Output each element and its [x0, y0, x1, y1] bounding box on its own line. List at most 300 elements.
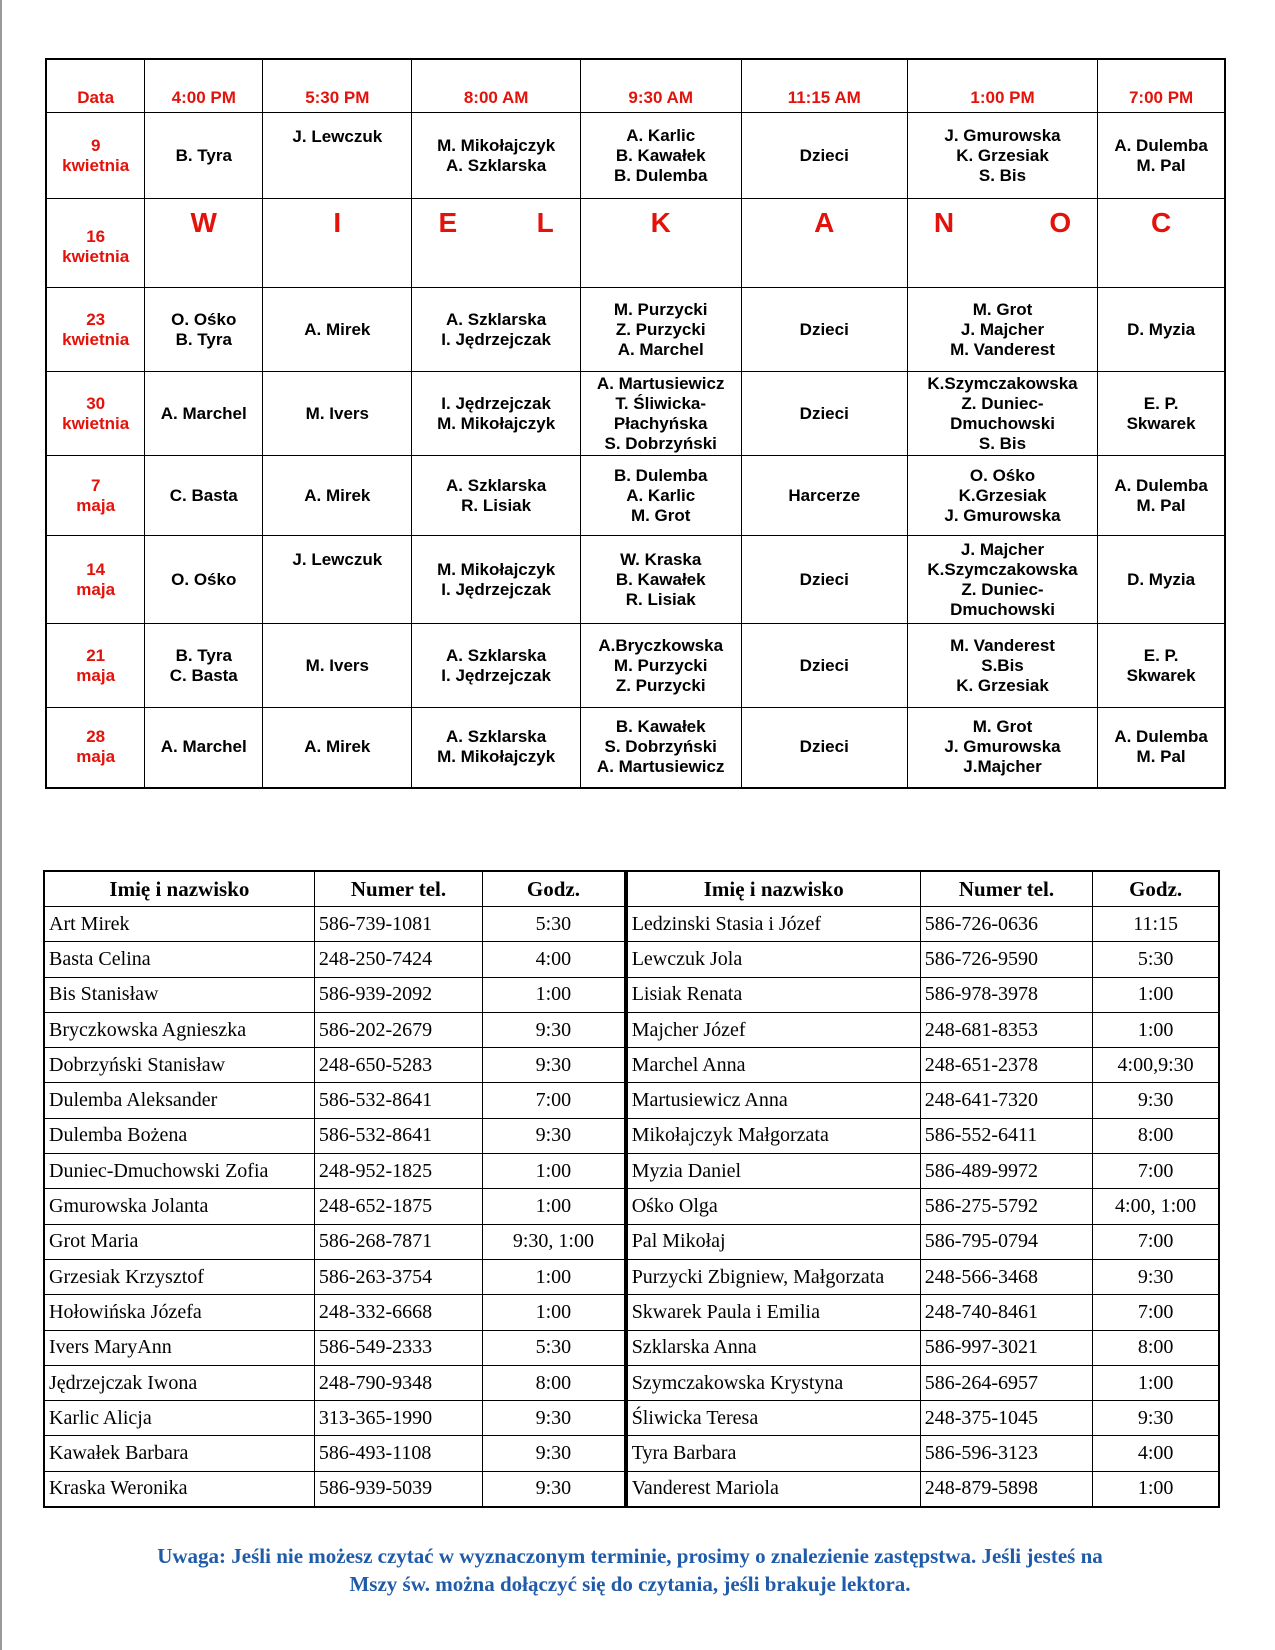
contact-row — [44, 1436, 1219, 1471]
reader-name: J. Majcher — [960, 319, 1045, 339]
reader-cell — [1098, 536, 1225, 624]
reading-schedule-table — [45, 58, 1226, 789]
contact-phone: 248-332-6668 — [314, 1295, 482, 1330]
contact-name: Hołowińska Józefa — [44, 1295, 314, 1330]
reader-name: Dzieci — [799, 403, 849, 423]
contact-hour: 7:00 — [1093, 1224, 1219, 1259]
reader-cell — [580, 288, 741, 372]
contact-name: Purzycki Zbigniew, Małgorzata — [626, 1259, 921, 1294]
reader-cell — [907, 456, 1097, 536]
contact-hour: 9:30 — [483, 1436, 626, 1471]
contact-name: Dobrzyński Stanisław — [44, 1048, 314, 1083]
reader-name: B. Dulemba — [613, 465, 708, 485]
contact-phone: 586-939-5039 — [314, 1471, 482, 1507]
contact-row — [44, 1330, 1219, 1365]
schedule-row — [46, 372, 1225, 456]
date-day: 9 — [90, 135, 101, 155]
contact-row — [44, 1295, 1219, 1330]
contact-hour: 8:00 — [1093, 1330, 1219, 1365]
contact-phone: 248-651-2378 — [920, 1048, 1093, 1083]
hour-header: Godz. — [483, 871, 626, 907]
contact-phone: 586-493-1108 — [314, 1436, 482, 1471]
reader-name: Z. Duniec- — [961, 393, 1044, 413]
contact-phone: 586-268-7871 — [314, 1224, 482, 1259]
contact-hour: 9:30 — [483, 1048, 626, 1083]
reader-name: T. Śliwicka- — [615, 393, 707, 413]
contact-hour: 4:00 — [483, 942, 626, 977]
contact-phone: 586-726-0636 — [920, 907, 1093, 942]
date-cell — [46, 288, 145, 372]
reader-cell — [412, 372, 580, 456]
reader-name: B. Kawałek — [615, 145, 706, 165]
contacts-header-row — [44, 871, 1219, 907]
contact-hour: 1:00 — [483, 1189, 626, 1224]
contact-name: Śliwicka Teresa — [626, 1401, 921, 1436]
contact-name: Ośko Olga — [626, 1189, 921, 1224]
contact-name: Dulemba Bożena — [44, 1118, 314, 1153]
contact-row — [44, 1048, 1219, 1083]
schedule-row — [46, 456, 1225, 536]
reader-cell — [741, 372, 907, 456]
reader-name: M. Purzycki — [613, 655, 708, 675]
contact-name: Myzia Daniel — [626, 1154, 921, 1189]
reader-name: M. Ivers — [305, 655, 369, 675]
reader-name: R. Lisiak — [461, 495, 532, 515]
contact-name: Martusiewicz Anna — [626, 1083, 921, 1118]
phone-header: Numer tel. — [920, 871, 1093, 907]
reader-cell — [263, 708, 412, 788]
schedule-row — [46, 199, 1225, 288]
reader-cell — [907, 624, 1097, 708]
contact-hour: 1:00 — [483, 1154, 626, 1189]
reader-name: J. Majcher — [960, 539, 1045, 559]
reader-name: R. Lisiak — [625, 589, 696, 609]
reader-name: A.Bryczkowska — [598, 635, 724, 655]
reader-name: M. Purzycki — [613, 299, 708, 319]
contact-phone: 586-552-6411 — [920, 1118, 1093, 1153]
contact-hour: 9:30, 1:00 — [483, 1224, 626, 1259]
reader-name: A. Marchel — [160, 403, 247, 423]
contact-hour: 9:30 — [1093, 1401, 1219, 1436]
reader-name: S. Bis — [978, 165, 1027, 185]
date-month: kwietnia — [62, 247, 130, 266]
contact-hour: 7:00 — [1093, 1295, 1219, 1330]
reader-name: O. Ośko — [171, 309, 237, 329]
contact-row — [44, 1471, 1219, 1507]
reader-name: M. Grot — [972, 717, 1033, 737]
schedule-row — [46, 708, 1225, 788]
reader-name: A. Szklarska — [446, 309, 547, 329]
reader-name: I. Jędrzejczak — [441, 579, 551, 599]
contact-name: Szklarska Anna — [626, 1330, 921, 1365]
contact-phone: 248-652-1875 — [314, 1189, 482, 1224]
schedule-row — [46, 288, 1225, 372]
contact-hour: 5:30 — [1093, 942, 1219, 977]
reader-name: Harcerze — [788, 485, 861, 505]
easter-letter: L — [536, 207, 554, 238]
reader-name: M. Vanderest — [950, 339, 1055, 359]
reader-cell — [580, 708, 741, 788]
reader-name: M. Pal — [1136, 747, 1186, 767]
contact-row — [44, 1154, 1219, 1189]
contact-phone: 586-202-2679 — [314, 1012, 482, 1047]
reader-name: C. Basta — [169, 665, 238, 685]
reader-name: M. Mikołajczyk — [437, 559, 556, 579]
contact-name: Gmurowska Jolanta — [44, 1189, 314, 1224]
schedule-body — [46, 113, 1225, 788]
reader-name: M. Pal — [1136, 155, 1186, 175]
easter-letter: K — [650, 207, 671, 238]
easter-letter: O — [1049, 207, 1072, 238]
contact-name: Kraska Weronika — [44, 1471, 314, 1507]
easter-cell — [741, 199, 907, 288]
time-header: 11:15 AM — [741, 59, 907, 113]
contact-phone: 586-263-3754 — [314, 1259, 482, 1294]
easter-letter-pair — [910, 199, 1095, 238]
date-month: kwietnia — [62, 329, 130, 349]
reader-name: K.Grzesiak — [958, 485, 1047, 505]
schedule-row — [46, 624, 1225, 708]
contact-name: Basta Celina — [44, 942, 314, 977]
time-header: 1:00 PM — [907, 59, 1097, 113]
date-day: 30 — [86, 393, 106, 413]
reader-name: K.Szymczakowska — [927, 559, 1078, 579]
reader-cell — [741, 536, 907, 624]
easter-cell — [1098, 199, 1225, 288]
contacts-table — [43, 870, 1220, 1508]
reader-name: J. Gmurowska — [944, 737, 1061, 757]
reader-name: B. Kawałek — [615, 717, 706, 737]
contact-hour: 1:00 — [1093, 1365, 1219, 1400]
reader-name: O. Ośko — [171, 569, 237, 589]
time-header: 9:30 AM — [580, 59, 741, 113]
contact-phone: 586-596-3123 — [920, 1436, 1093, 1471]
easter-letter: N — [933, 207, 955, 238]
contact-name: Grzesiak Krzysztof — [44, 1259, 314, 1294]
reader-cell — [412, 624, 580, 708]
easter-letter: W — [190, 207, 217, 238]
reader-name: B. Kawałek — [615, 569, 706, 589]
reader-name: M. Vanderest — [950, 635, 1055, 655]
contact-hour: 9:30 — [483, 1471, 626, 1507]
contact-name: Vanderest Mariola — [626, 1471, 921, 1507]
schedule-row — [46, 113, 1225, 199]
contact-name: Ledzinski Stasia i Józef — [626, 907, 921, 942]
reader-name: K. Grzesiak — [956, 675, 1049, 695]
reader-name: Dzieci — [799, 569, 849, 589]
contact-hour: 4:00,9:30 — [1093, 1048, 1219, 1083]
reader-name: E. P. — [1143, 645, 1179, 665]
contact-row — [44, 1083, 1219, 1118]
page-edge — [0, 0, 2, 1650]
date-day: 28 — [86, 727, 106, 747]
date-cell — [46, 456, 145, 536]
reader-name: M. Pal — [1136, 495, 1186, 515]
contact-phone: 248-879-5898 — [920, 1471, 1093, 1507]
reader-cell — [412, 113, 580, 199]
reader-name: M. Ivers — [305, 403, 369, 423]
schedule-row — [46, 536, 1225, 624]
reader-cell — [907, 288, 1097, 372]
easter-cell — [412, 199, 580, 288]
easter-cell — [145, 199, 263, 288]
reader-name: A. Dulemba — [1114, 135, 1208, 155]
reader-name: J. Lewczuk — [292, 550, 383, 569]
contacts-body — [44, 907, 1219, 1508]
contact-phone: 248-641-7320 — [920, 1083, 1093, 1118]
contact-name: Ivers MaryAnn — [44, 1330, 314, 1365]
name-header: Imię i nazwisko — [626, 871, 921, 907]
reader-name: Z. Duniec- — [961, 579, 1044, 599]
reader-cell — [580, 624, 741, 708]
easter-letter: A — [814, 207, 835, 238]
contact-name: Kawałek Barbara — [44, 1436, 314, 1471]
contact-hour: 4:00 — [1093, 1436, 1219, 1471]
contact-name: Skwarek Paula i Emilia — [626, 1295, 921, 1330]
reader-cell — [907, 536, 1097, 624]
contact-name: Lisiak Renata — [626, 977, 921, 1012]
reader-cell — [1098, 288, 1225, 372]
contact-hour: 1:00 — [1093, 1471, 1219, 1507]
reader-name: A. Dulemba — [1114, 475, 1208, 495]
reader-cell — [580, 372, 741, 456]
reader-name: A. Mirek — [304, 485, 371, 505]
reader-name: S. Dobrzyński — [604, 737, 717, 757]
reader-cell — [412, 288, 580, 372]
reader-name: A. Marchel — [617, 339, 704, 359]
reader-name: B. Tyra — [175, 145, 232, 165]
contact-row — [44, 1012, 1219, 1047]
contact-hour: 1:00 — [1093, 977, 1219, 1012]
note-text — [60, 1542, 1200, 1598]
reader-cell — [741, 708, 907, 788]
contact-phone: 586-532-8641 — [314, 1083, 482, 1118]
contact-name: Karlic Alicja — [44, 1401, 314, 1436]
contact-row — [44, 1259, 1219, 1294]
easter-letter-pair — [414, 199, 577, 238]
contact-name: Lewczuk Jola — [626, 942, 921, 977]
reader-cell — [145, 624, 263, 708]
reader-name: D. Myzia — [1127, 569, 1196, 589]
contact-row — [44, 1118, 1219, 1153]
contact-name: Art Mirek — [44, 907, 314, 942]
reader-cell — [412, 536, 580, 624]
contact-phone: 586-978-3978 — [920, 977, 1093, 1012]
reader-name: Dzieci — [799, 145, 849, 165]
reader-cell — [263, 372, 412, 456]
reader-name: E. P. — [1143, 393, 1179, 413]
reader-cell — [263, 624, 412, 708]
easter-cell — [907, 199, 1097, 288]
contact-phone: 586-275-5792 — [920, 1189, 1093, 1224]
contact-name: Jędrzejczak Iwona — [44, 1365, 314, 1400]
reader-name: W. Kraska — [620, 549, 702, 569]
date-cell — [46, 372, 145, 456]
reader-cell — [145, 536, 263, 624]
reader-name: M. Grot — [972, 299, 1033, 319]
reader-cell — [145, 708, 263, 788]
contact-name: Bis Stanisław — [44, 977, 314, 1012]
date-day: 14 — [86, 559, 106, 579]
contact-phone: 248-250-7424 — [314, 942, 482, 977]
contact-name: Duniec-Dmuchowski Zofia — [44, 1154, 314, 1189]
reader-cell — [1098, 113, 1225, 199]
contact-phone: 586-939-2092 — [314, 977, 482, 1012]
date-cell — [46, 113, 145, 199]
contact-hour: 11:15 — [1093, 907, 1219, 942]
contact-phone: 248-790-9348 — [314, 1365, 482, 1400]
contact-name: Dulemba Aleksander — [44, 1083, 314, 1118]
time-header: 4:00 PM — [145, 59, 263, 113]
reader-name: M. Mikołajczyk — [437, 135, 556, 155]
contact-hour: 7:00 — [1093, 1154, 1219, 1189]
easter-letter: E — [438, 207, 458, 238]
date-month: maja — [76, 747, 116, 767]
reader-name: Dmuchowski — [950, 413, 1055, 433]
reader-name: A. Mirek — [304, 737, 371, 757]
reader-name: Skwarek — [1126, 413, 1196, 433]
contact-hour: 9:30 — [1093, 1259, 1219, 1294]
easter-letter: I — [333, 207, 342, 238]
contact-phone: 313-365-1990 — [314, 1401, 482, 1436]
contact-phone: 248-952-1825 — [314, 1154, 482, 1189]
date-day: 23 — [86, 309, 106, 329]
reader-cell — [907, 708, 1097, 788]
date-day: 7 — [90, 475, 101, 495]
reader-name: B. Tyra — [175, 645, 232, 665]
reader-name: B. Dulemba — [613, 165, 708, 185]
reader-name: M. Mikołajczyk — [437, 413, 556, 433]
reader-name: A. Dulemba — [1114, 727, 1208, 747]
hour-header: Godz. — [1093, 871, 1219, 907]
contact-row — [44, 1401, 1219, 1436]
note-line-2: Mszy św. można dołączyć się do czytania, jeśli brakuje lektora. — [349, 1572, 911, 1596]
contact-hour: 4:00, 1:00 — [1093, 1189, 1219, 1224]
contact-name: Pal Mikołaj — [626, 1224, 921, 1259]
contact-name: Tyra Barbara — [626, 1436, 921, 1471]
reader-name: A. Martusiewicz — [596, 373, 725, 393]
reader-cell — [263, 113, 412, 199]
reader-name: A. Szklarska — [446, 645, 547, 665]
schedule-header-row — [46, 59, 1225, 113]
contact-row — [44, 1224, 1219, 1259]
reader-cell — [412, 708, 580, 788]
date-cell — [46, 199, 145, 288]
contact-phone: 586-997-3021 — [920, 1330, 1093, 1365]
contact-hour: 5:30 — [483, 907, 626, 942]
contact-name: Majcher Józef — [626, 1012, 921, 1047]
reader-cell — [263, 288, 412, 372]
contact-hour: 9:30 — [483, 1012, 626, 1047]
reader-name: J.Majcher — [963, 757, 1042, 777]
contact-phone: 586-549-2333 — [314, 1330, 482, 1365]
contact-phone: 248-375-1045 — [920, 1401, 1093, 1436]
reader-name: K. Grzesiak — [956, 145, 1049, 165]
easter-cell — [263, 199, 412, 288]
reader-cell — [907, 372, 1097, 456]
contact-name: Szymczakowska Krystyna — [626, 1365, 921, 1400]
time-header: 7:00 PM — [1098, 59, 1225, 113]
reader-name: Skwarek — [1126, 665, 1196, 685]
reader-name: D. Myzia — [1127, 319, 1196, 339]
contact-hour: 9:30 — [483, 1401, 626, 1436]
reader-name: Płachyńska — [613, 413, 708, 433]
reader-cell — [1098, 456, 1225, 536]
reader-name: A. Marchel — [160, 737, 247, 757]
time-header: 8:00 AM — [412, 59, 580, 113]
reader-name: A. Szklarska — [446, 155, 547, 175]
date-month: kwietnia — [62, 155, 130, 175]
reader-name: Dzieci — [799, 655, 849, 675]
name-header: Imię i nazwisko — [44, 871, 314, 907]
contact-row — [44, 907, 1219, 942]
reader-name: S.Bis — [981, 655, 1024, 675]
reader-cell — [145, 113, 263, 199]
date-cell — [46, 708, 145, 788]
reader-cell — [580, 113, 741, 199]
contact-phone: 586-739-1081 — [314, 907, 482, 942]
contact-hour: 9:30 — [1093, 1083, 1219, 1118]
contact-phone: 586-532-8641 — [314, 1118, 482, 1153]
reader-name: J. Lewczuk — [292, 127, 383, 146]
reader-cell — [263, 536, 412, 624]
reader-name: A. Mirek — [304, 319, 371, 339]
reader-name: Z. Purzycki — [615, 675, 706, 695]
reader-name: J. Gmurowska — [944, 505, 1061, 525]
reader-cell — [741, 456, 907, 536]
reader-cell — [741, 113, 907, 199]
date-month: maja — [76, 665, 116, 685]
contact-hour: 8:00 — [1093, 1118, 1219, 1153]
reader-cell — [580, 456, 741, 536]
date-day: 16 — [86, 227, 106, 246]
date-month: maja — [76, 495, 116, 515]
contact-name: Mikołajczyk Małgorzata — [626, 1118, 921, 1153]
contact-hour: 9:30 — [483, 1118, 626, 1153]
reader-cell — [412, 456, 580, 536]
reader-name: Z. Purzycki — [615, 319, 706, 339]
note-line-1: Uwaga: Jeśli nie możesz czytać w wyznaczonym terminie, prosimy o znalezienie zastępstwa. Jeśli jesteś na — [157, 1544, 1103, 1568]
reader-cell — [1098, 708, 1225, 788]
contact-phone: 248-566-3468 — [920, 1259, 1093, 1294]
reader-cell — [1098, 372, 1225, 456]
reader-name: B. Tyra — [175, 329, 232, 349]
contact-hour: 7:00 — [483, 1083, 626, 1118]
reader-name: C. Basta — [169, 485, 238, 505]
reader-name: A. Szklarska — [446, 727, 547, 747]
contact-phone: 248-681-8353 — [920, 1012, 1093, 1047]
contact-hour: 1:00 — [1093, 1012, 1219, 1047]
contact-phone: 586-726-9590 — [920, 942, 1093, 977]
reader-name: S. Dobrzyński — [604, 433, 717, 453]
reader-cell — [907, 113, 1097, 199]
reader-cell — [741, 624, 907, 708]
contact-row — [44, 1365, 1219, 1400]
date-month: kwietnia — [62, 413, 130, 433]
reader-name: A. Szklarska — [446, 475, 547, 495]
reader-name: K.Szymczakowska — [927, 373, 1078, 393]
date-header: Data — [46, 59, 145, 113]
reader-name: O. Ośko — [969, 465, 1036, 485]
contact-hour: 1:00 — [483, 977, 626, 1012]
contact-name: Marchel Anna — [626, 1048, 921, 1083]
reader-name: Dzieci — [799, 319, 849, 339]
contact-hour: 5:30 — [483, 1330, 626, 1365]
easter-letter: C — [1150, 207, 1172, 238]
reader-cell — [263, 456, 412, 536]
reader-name: J. Gmurowska — [944, 125, 1061, 145]
contact-name: Grot Maria — [44, 1224, 314, 1259]
